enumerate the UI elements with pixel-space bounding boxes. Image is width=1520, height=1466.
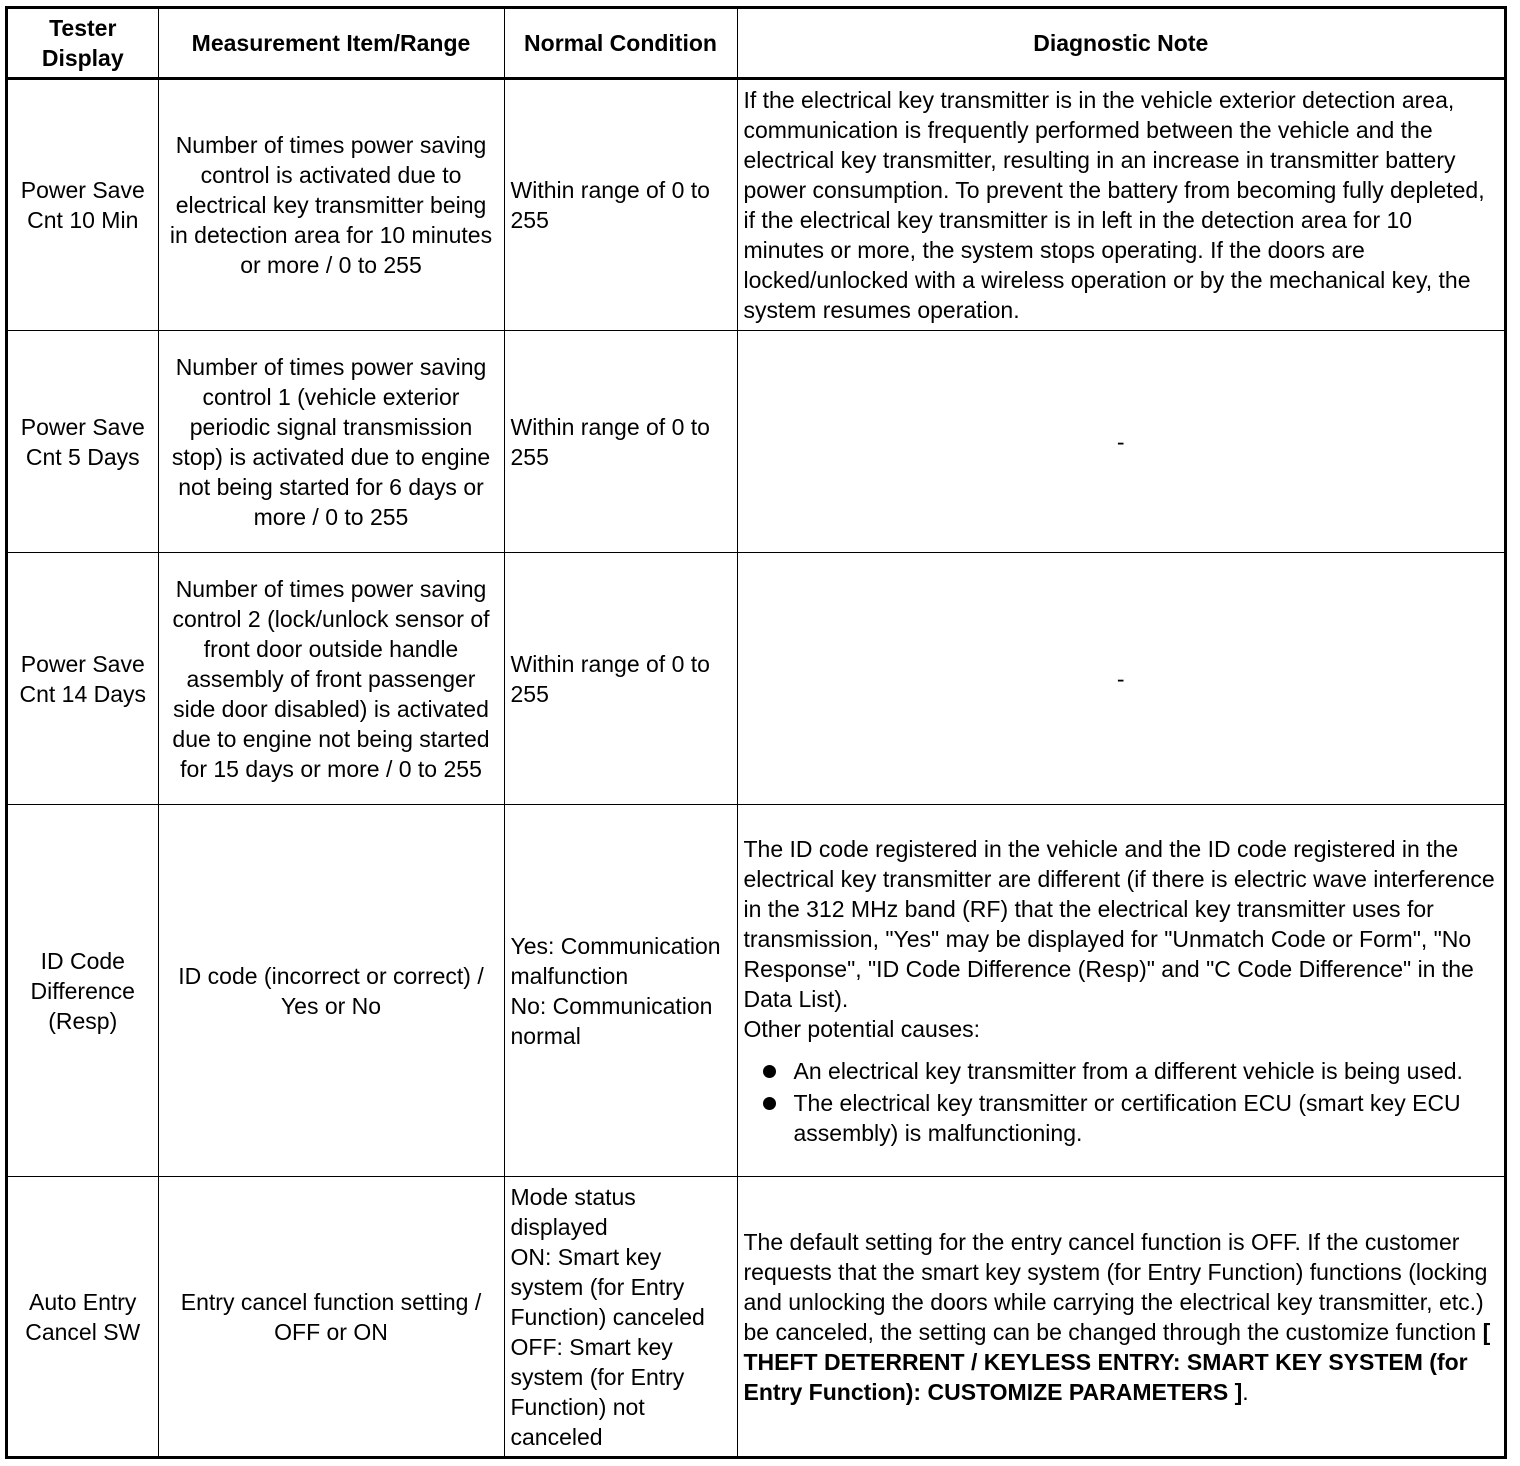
header-normal-condition: Normal Condition [504,9,737,79]
table-row [8,805,1504,1177]
header-tester-display: Tester Display [8,9,158,79]
normal-condition-cell [504,1177,737,1457]
normal-condition-cell: Within range of 0 to 255 [504,553,737,805]
list-item: An electrical key transmitter from a different vehicle is being used. [744,1056,1499,1086]
diagnostic-note-cell [737,1177,1504,1457]
customize-parameters-link[interactable]: [ THEFT DETERRENT / KEYLESS ENTRY: SMART KEY SYSTEM (for Entry Function): CUSTOMIZE PARAMETERS ] [743,1318,1491,1405]
table-row [8,1177,1504,1457]
header-diagnostic-note: Diagnostic Note [737,9,1504,79]
normal-mode-text: Mode status displayed [510,1183,636,1240]
tester-display-cell: Power Save Cnt 14 Days [8,553,158,805]
table-row [8,79,1504,331]
measurement-cell: Number of times power saving control is activated due to electrical key transmitter being in detection area for 10 minutes or more / 0 to 255 [158,79,504,331]
measurement-cell: Number of times power saving control 1 (vehicle exterior periodic signal transmission stop) is activated due to engine not being started for 6 days or more / 0 to 255 [158,331,504,553]
header-measurement: Measurement Item/Range [158,9,504,79]
diagnostic-note-cell: If the electrical key transmitter is in the vehicle exterior detection area, communication is frequently performed between the vehicle and the electrical key transmitter, resulting in an increase in transmitter battery power consumption. To prevent the battery from becoming fully depleted, if the electrical key transmitter is in left in the detection area for 10 minutes or more, the system stops operating. If the doors are locked/unlocked with a wireless operation or by the mechanical key, the system resumes operation. [737,79,1504,331]
tester-display-cell: Power Save Cnt 10 Min [8,79,158,331]
normal-on-text: ON: Smart key system (for Entry Function) canceled [510,1243,705,1330]
tester-display-cell: Power Save Cnt 5 Days [8,331,158,553]
normal-no-text: No: Communication normal [510,992,713,1049]
measurement-cell: Number of times power saving control 2 (lock/unlock sensor of front door outside handle assembly of front passenger side door disabled) is activated due to engine not being started for 15 days or more / 0 to 255 [158,553,504,805]
normal-condition-cell: Within range of 0 to 255 [504,331,737,553]
normal-yes-text: Yes: Communication malfunction [510,932,721,989]
causes-list [744,1056,1499,1148]
data-list-table [8,9,1504,1456]
note-text: The ID code registered in the vehicle and the ID code registered in the electrical key transmitter are different (if there is electric wave interference in the 312 MHz band (RF) that the electrical key transmitter uses for transmission, "Yes" may be displayed for "Unmatch Code or Form", "No Response", "ID Code Difference (Resp)" and "C Code Difference" in the Data List). [743,835,1495,1012]
tester-display-cell: ID Code Difference (Resp) [8,805,158,1177]
list-item: The electrical key transmitter or certification ECU (smart key ECU assembly) is malfunctioning. [744,1088,1499,1148]
table-row [8,553,1504,805]
normal-off-text: OFF: Smart key system (for Entry Function) not canceled [510,1333,685,1450]
diagnostic-note-cell: - [737,331,1504,553]
note-causes-label: Other potential causes: [743,1015,981,1042]
measurement-cell: Entry cancel function setting / OFF or ON [158,1177,504,1457]
note-text: The default setting for the entry cancel function is OFF. If the customer requests that the smart key system (for Entry Function) functions (locking and unlocking the doors while carrying the electrical key transmitter, etc.) be canceled, the setting can be changed through the customize function [743,1228,1488,1345]
tester-display-cell: Auto Entry Cancel SW [8,1177,158,1457]
table-row [8,331,1504,553]
diagnostic-note-cell [737,805,1504,1177]
measurement-cell: ID code (incorrect or correct) / Yes or No [158,805,504,1177]
diagnostic-note-cell: - [737,553,1504,805]
data-list-table-frame [5,6,1507,1459]
normal-condition-cell: Within range of 0 to 255 [504,79,737,331]
table-header-row [8,9,1504,79]
normal-condition-cell [504,805,737,1177]
note-end: . [1242,1378,1249,1405]
